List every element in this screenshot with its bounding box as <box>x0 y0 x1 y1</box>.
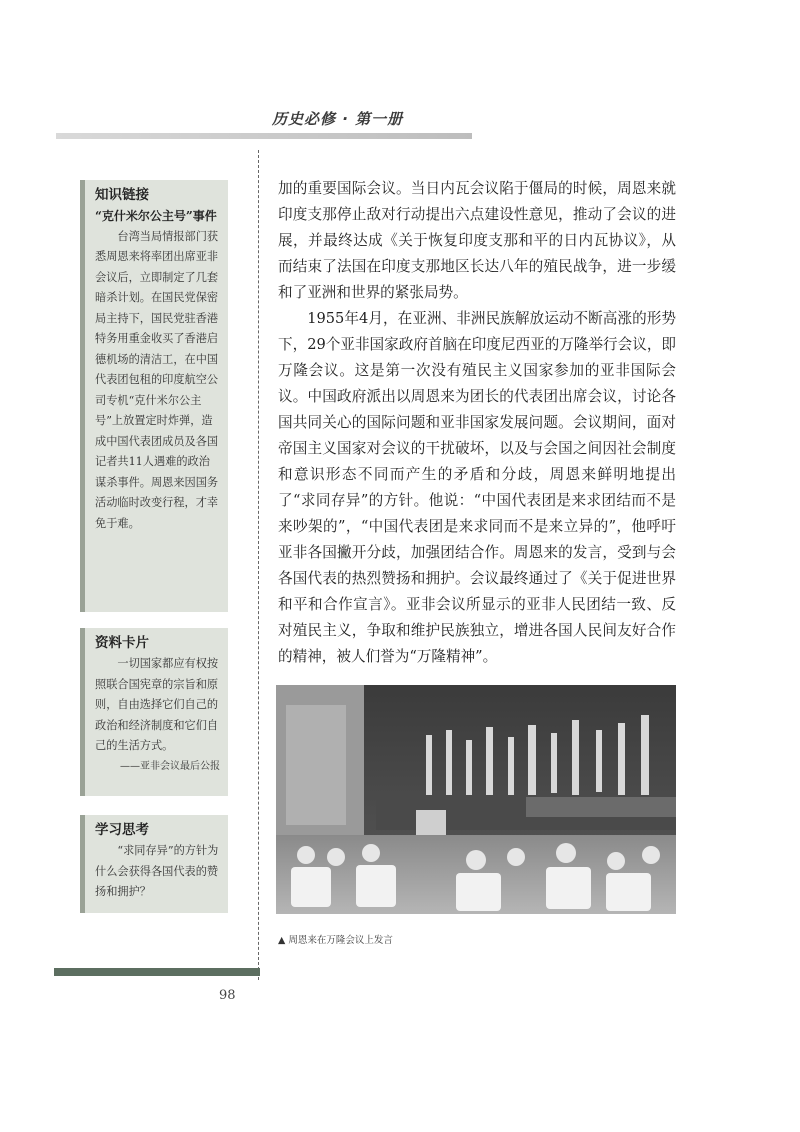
page-number: 98 <box>219 988 236 1003</box>
bandung-conference-photo <box>276 685 676 914</box>
knowledge-link-box <box>80 180 228 612</box>
paragraph-geneva: 加的重要国际会议。当日内瓦会议陷于僵局的时候，周恩来就印度支那停止敌对行动提出六点建设性意见，推动了会议的进展，并最终达成《关于恢复印度支那和平的日内瓦协议》，从而结束了法国在印度支那地区长达八年的殖民战争，进一步缓和了亚洲和世界的紧张局势。 <box>278 180 676 301</box>
photo-illustration <box>276 685 676 914</box>
paragraph-bandung: 1955年4月，在亚洲、非洲民族解放运动不断高涨的形势下，29个亚非国家政府首脑在印度尼西亚的万隆举行会议，即万隆会议。这是第一次没有殖民主义国家参加的亚非国际会议。中国政府派出以周恩来为团长的代表团出席会议，讨论各国共同关心的国际问题和亚非国家发展问题。会议期间，面对帝国主义国家对会议的干扰破坏，以及与会国之间因社会制度和意识形态不同而产生的矛盾和分歧，周恩来鲜明地提出了“求同存异”的方针。他说：“中国代表团是来求团结而不是来吵架的”，“中国代表团是来求同而不是来立异的”，他呼吁亚非各国撇开分歧，加强团结合作。周恩来的发言，受到与会各国代表的热烈赞扬和拥护。会议最终通过了《关于促进世界和平和合作宣言》。亚非会议所显示的亚非人民团结一致、反对殖民主义，争取和维护民族独立，增进各国人民间友好合作的精神，被人们誉为“万隆精神”。 <box>278 310 677 665</box>
knowledge-link-subtitle: “克什米尔公主号”事件 <box>95 209 217 223</box>
data-card-box <box>80 628 228 796</box>
study-thinking-box <box>80 815 228 913</box>
knowledge-link-heading: 知识链接 <box>95 187 149 203</box>
data-card-body: 一切国家都应有权按照联合国宪章的宗旨和原则，自由选择它们自己的政治和经济制度和它们自己的生活方式。 <box>95 657 219 752</box>
study-thinking-body: “求同存异”的方针为什么会获得各国代表的赞扬和拥护？ <box>95 844 219 898</box>
main-text <box>278 176 676 670</box>
column-divider <box>258 150 259 980</box>
study-thinking-heading: 学习思考 <box>95 822 149 838</box>
running-header: 历史必修 · 第一册 <box>272 110 404 128</box>
footer-bar <box>54 968 260 976</box>
knowledge-link-body: 台湾当局情报部门获悉周恩来将率团出席亚非会议后，立即制定了几套暗杀计划。在国民党保密局主持下，国民党驻香港特务用重金收买了香港启德机场的清洁工，在中国代表团包租的印度航空公司专机“克什米尔公主号”上放置定时炸弹，造成中国代表团成员及各国记者共11人遇难的政治谋杀事件。周恩来因国务活动临时改变行程，才幸免于难。 <box>95 229 219 530</box>
photo-caption: ▲ 周恩来在万隆会议上发言 <box>278 935 393 946</box>
data-card-heading: 资料卡片 <box>95 635 149 651</box>
header-band <box>56 133 472 139</box>
data-card-source: ——亚非会议最后公报 <box>120 760 220 772</box>
